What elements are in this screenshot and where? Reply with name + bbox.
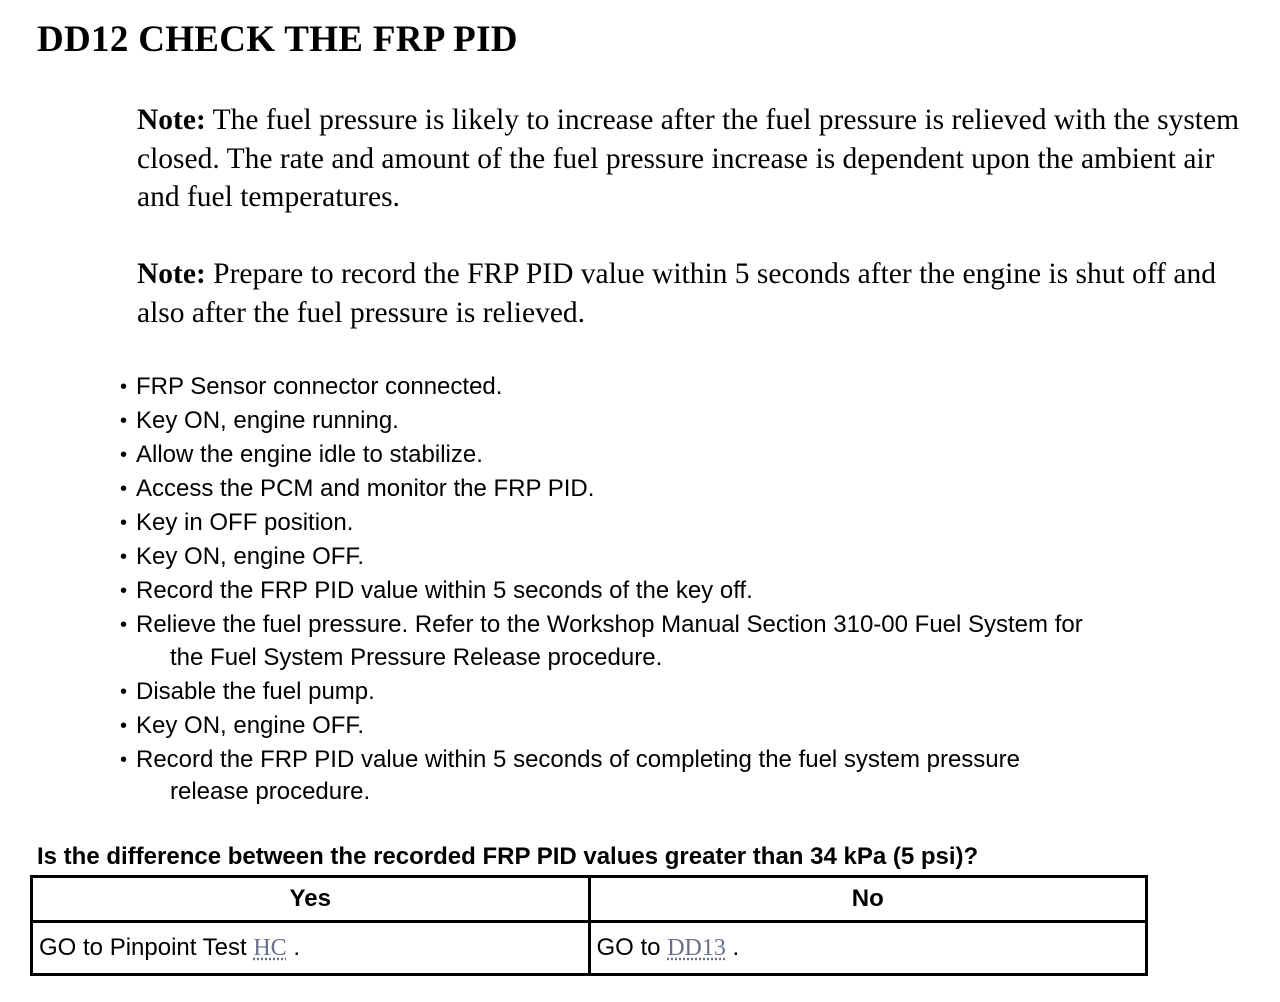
list-item: [118, 541, 1248, 574]
step-text: Allow the engine idle to stabilize.: [136, 441, 483, 468]
bullet-icon: •: [120, 512, 128, 534]
step-text: Key ON, engine running.: [136, 407, 399, 434]
decision-question: Is the difference between the recorded FRP PID values greater than 34 kPa (5 psi)?: [37, 843, 979, 870]
list-item: [118, 371, 1248, 404]
list-item: [118, 473, 1248, 506]
no-column-header: No: [589, 877, 1147, 922]
table-header-row: [32, 877, 1147, 922]
step-text: Relieve the fuel pressure. Refer to the Workshop Manual Section 310-00 Fuel System for: [136, 611, 1083, 638]
yes-action-suffix: .: [286, 934, 301, 961]
step-text: Record the FRP PID value within 5 seconds of the key off.: [136, 577, 753, 604]
step-text: Access the PCM and monitor the FRP PID.: [136, 475, 595, 502]
step-text: Record the FRP PID value within 5 seconds of completing the fuel system pressure: [136, 745, 1020, 773]
bullet-icon: •: [120, 546, 128, 568]
table-row: [32, 922, 1147, 975]
list-item: [118, 710, 1248, 743]
step-text-continued: the Fuel System Pressure Release procedure.: [170, 643, 663, 671]
yes-action-prefix: GO to Pinpoint Test: [39, 934, 254, 961]
list-item: [118, 744, 1248, 809]
note-text: The fuel pressure is likely to increase after the fuel pressure is relieved with the system closed. The rate and amount of the fuel pressure increase is dependent upon the ambient air and fuel temperatures.: [137, 104, 1240, 213]
step-text: Disable the fuel pump.: [136, 677, 375, 705]
bullet-icon: •: [120, 714, 128, 737]
list-item: [118, 507, 1248, 540]
step-text: Key in OFF position.: [136, 509, 354, 536]
list-item: [118, 575, 1248, 608]
no-action-suffix: .: [725, 934, 740, 961]
note-label: Note:: [137, 104, 206, 136]
list-item: [118, 439, 1248, 472]
step-dd13-link[interactable]: DD13: [667, 935, 726, 961]
bullet-icon: •: [120, 748, 128, 771]
list-item: [118, 609, 1248, 674]
decision-table: [30, 875, 1148, 976]
list-item: [118, 405, 1248, 438]
procedure-steps-list: [118, 371, 1248, 810]
pinpoint-test-hc-link[interactable]: HC: [253, 935, 287, 961]
bullet-icon: •: [120, 680, 128, 703]
note-label: Note:: [137, 258, 206, 290]
bullet-icon: •: [120, 614, 128, 636]
note-record-timing: [137, 255, 1247, 332]
step-text-continued: release procedure.: [170, 778, 371, 805]
bullet-icon: •: [120, 376, 128, 398]
bullet-icon: •: [120, 580, 128, 602]
page-title: DD12 CHECK THE FRP PID: [37, 19, 518, 60]
yes-action-cell: [32, 922, 590, 975]
bullet-icon: •: [120, 478, 128, 500]
step-text: Key ON, engine OFF.: [136, 543, 365, 570]
note-fuel-pressure-increase: [137, 101, 1247, 217]
yes-column-header: Yes: [32, 877, 590, 922]
note-text: Prepare to record the FRP PID value within 5 seconds after the engine is shut off and also after the fuel pressure is relieved.: [137, 258, 1216, 329]
bullet-icon: •: [120, 444, 128, 466]
bullet-icon: •: [120, 410, 128, 432]
no-action-prefix: GO to: [596, 934, 668, 961]
step-text: Key ON, engine OFF.: [136, 711, 365, 739]
no-action-cell: [589, 922, 1147, 975]
step-text: FRP Sensor connector connected.: [136, 373, 503, 400]
list-item: [118, 676, 1248, 709]
